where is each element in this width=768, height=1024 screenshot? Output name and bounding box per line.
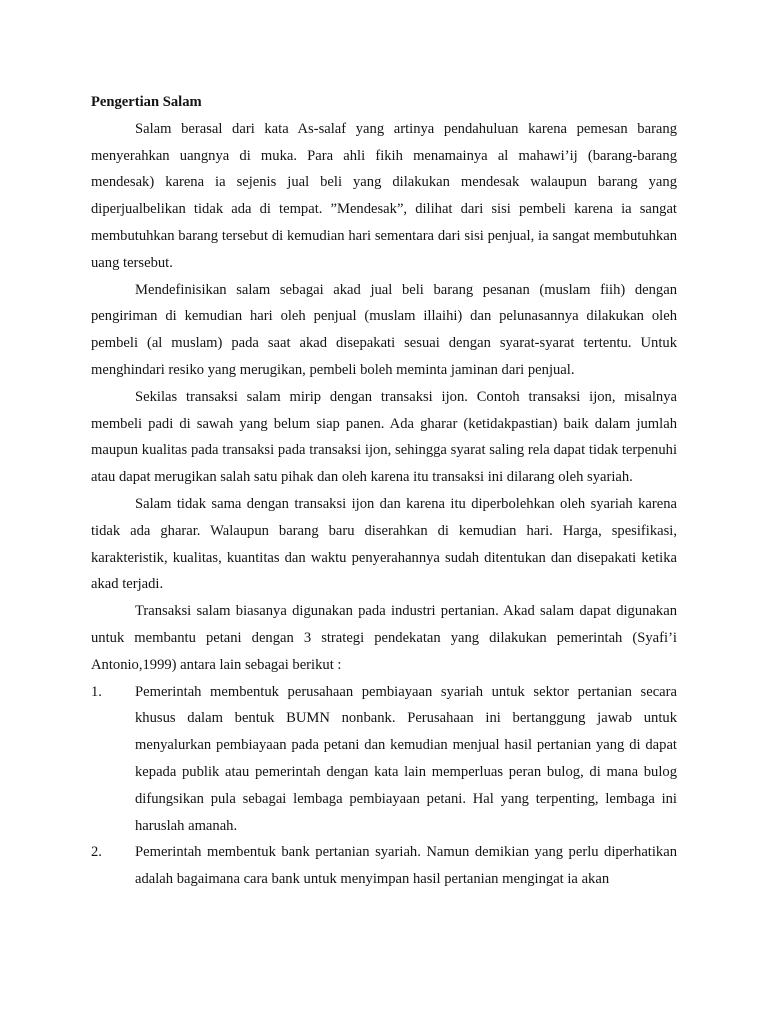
paragraph-ijon: Sekilas transaksi salam mirip dengan transaksi ijon. Contoh transaksi ijon, misalnya membeli padi di sawah yang belum siap panen. Ada gharar (ketidakpastian) baik dalam jumlah maupun kualitas pada transaksi pada transaksi ijon, sehingga syarat saling rela dapat tidak terpenuhi atau dapat merugikan salah satu pihak dan oleh karena itu transaksi ini dilarang oleh syariah. xyxy=(91,388,677,486)
list-number: 1. xyxy=(91,683,102,700)
list-text: Pemerintah membentuk perusahaan pembiayaan syariah untuk sektor pertanian secara khusus dalam bentuk BUMN nonbank. Perusahaan ini bertanggung jawab untuk menyalurkan pembiayaan pada petani dan kemudian menjual hasil pertanian yang di dapat kepada publik atau pemerintah dengan kata lain memperluas peran bulog, di mana bulog difungsikan pula sebagai lembaga pembiayaan petani. Hal yang terpenting, lembaga ini haruslah amanah. xyxy=(135,683,677,834)
list-number: 2. xyxy=(91,844,102,861)
list-item xyxy=(91,839,677,893)
document-page xyxy=(91,89,677,893)
paragraph-akad: Mendefinisikan salam sebagai akad jual beli barang pesanan (muslam fiih) dengan pengiriman di kemudian hari oleh penjual (muslam illaihi) dan pelunasannya dilakukan oleh pembeli (al muslam) pada saat akad disepakati sesuai dengan syarat-syarat tertentu. Untuk menghindari resiko yang merugikan, pembeli boleh meminta jaminan dari penjual. xyxy=(91,281,677,378)
paragraph-definition: Salam berasal dari kata As-salaf yang artinya pendahuluan karena pemesan barang menyerahkan uangnya di muka. Para ahli fikih menamainya al mahawi’ij (barang-barang mendesak) karena ia sejenis jual beli yang dilakukan mendesak walaupun barang yang diperjualbelikan tidak ada di tempat. ”Mendesak”, dilihat dari sisi pembeli karena ia sangat membutuhkan barang tersebut di kemudian hari sementara dari sisi penjual, ia sangat membutuhkan uang tersebut. xyxy=(91,120,677,271)
list-item xyxy=(91,679,677,840)
strategy-list xyxy=(91,679,677,893)
paragraph-gharar: Salam tidak sama dengan transaksi ijon dan karena itu diperbolehkan oleh syariah karena tidak ada gharar. Walaupun barang baru diserahkan di kemudian hari. Harga, spesifikasi, karakteristik, kualitas, kuantitas dan waktu penyerahannya sudah ditentukan dan disepakati ketika akad terjadi. xyxy=(91,495,677,593)
section-heading: Pengertian Salam xyxy=(91,94,202,110)
list-text: Pemerintah membentuk bank pertanian syariah. Namun demikian yang perlu diperhatikan adalah bagaimana cara bank untuk menyimpan hasil pertanian mengingat ia akan xyxy=(135,844,677,888)
paragraph-pertanian: Transaksi salam biasanya digunakan pada industri pertanian. Akad salam dapat digunakan untuk membantu petani dengan 3 strategi pendekatan yang dilakukan pemerintah (Syafi’i Antonio,1999) antara lain sebagai berikut : xyxy=(91,603,677,673)
